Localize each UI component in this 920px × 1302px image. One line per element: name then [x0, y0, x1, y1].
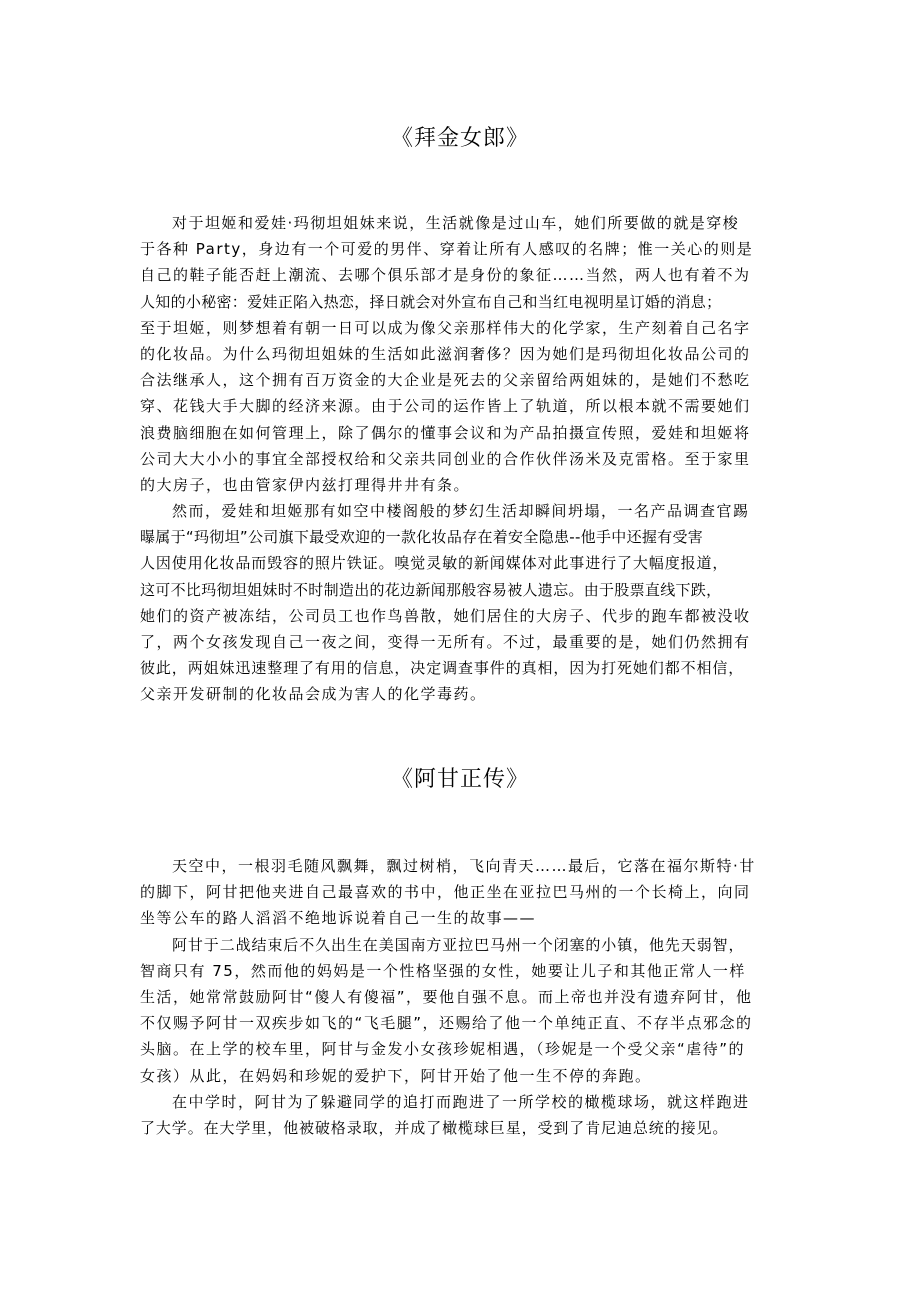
text-line: 智商只有 75，然而他的妈妈是一个性格坚强的女性，她要让儿子和其他正常人一样 [140, 961, 746, 980]
text-line: 女孩）从此，在妈妈和珍妮的爱护下，阿甘开始了他一生不停的奔跑。 [140, 1066, 652, 1085]
text-line: 公司大大小小的事宜全部授权给和父亲共同创业的合作伙伴汤米及克雷格。至于家里 [140, 449, 751, 468]
text-line: 这可不比玛彻坦姐妹时不时制造出的花边新闻那般容易被人遗忘。由于股票直线下跌， [140, 580, 722, 599]
section-body [140, 853, 788, 1141]
text-line: 穿、花钱大手大脚的经济来源。由于公司的运作皆上了轨道，所以根本就不需要她们 [140, 397, 751, 416]
text-line: 她们的资产被冻结，公司员工也作鸟兽散，她们居住的大房子、代步的跑车都被没收 [140, 606, 751, 625]
text-line: 的化妆品。为什么玛彻坦姐妹的生活如此滋润奢侈？因为她们是玛彻坦化妆品公司的 [140, 344, 751, 363]
text-line: 了，两个女孩发现自己一夜之间，变得一无所有。不过，最重要的是，她们仍然拥有 [140, 633, 751, 651]
text-line: 然而，爱娃和坦姬那有如空中楼阁般的梦幻生活却瞬间坍塌，一名产品调查官踢 [172, 502, 750, 521]
text-line: 曝属于“玛彻坦”公司旗下最受欢迎的一款化妆品存在着安全隐患--他手中还握有受害 [140, 528, 704, 547]
text-line: 于各种 Party，身边有一个可爱的男伴、穿着让所有人感叹的名牌；惟一关心的则是 [140, 240, 754, 259]
text-line: 对于坦姬和爱娃·玛彻坦姐妹来说，生活就像是过山车，她们所要做的就是穿梭 [172, 214, 740, 232]
section-body [140, 210, 788, 708]
text-line: 阿甘于二战结束后不久出生在美国南方亚拉巴马州一个闭塞的小镇，他先天弱智， [172, 935, 745, 954]
text-line: 父亲开发研制的化妆品会成为害人的化学毒药。 [140, 685, 487, 704]
text-line: 浪费脑细胞在如何管理上，除了偶尔的懂事会议和为产品拍摄宣传照，爱娃和坦姬将 [140, 423, 751, 442]
text-line: 天空中，一根羽毛随风飘舞，飘过树梢，飞向青天……最后，它落在福尔斯特·甘 [172, 857, 756, 875]
text-line: 在中学时，阿甘为了躲避同学的追打而跑进了一所学校的橄榄球场，就这样跑进 [172, 1092, 750, 1111]
section-title: 《拜金女郎》 [390, 126, 529, 151]
text-line: 自己的鞋子能否赶上潮流、去哪个俱乐部才是身份的象征……当然，两人也有着不为 [140, 266, 751, 285]
text-line: 不仅赐予阿甘一双疾步如飞的“飞毛腿”，还赐给了他一个单纯正直、不存半点邪念的 [140, 1014, 753, 1033]
text-line: 了大学。在大学里，他被破格录取，并成了橄榄球巨星，受到了肯尼迪总统的接见。 [140, 1118, 729, 1137]
text-line: 生活，她常常鼓励阿甘“傻人有傻福”，要他自强不息。而上帝也并没有遗弃阿甘，他 [140, 987, 753, 1006]
section-title: 《阿甘正传》 [390, 767, 529, 792]
text-line: 坐等公车的路人滔滔不绝地诉说着自己一生的故事—— [140, 909, 537, 928]
text-line: 合法继承人，这个拥有百万资金的大企业是死去的父亲留给两姐妹的，是她们不愁吃 [140, 371, 751, 390]
text-line: 的脚下，阿甘把他夹进自己最喜欢的书中，他正坐在亚拉巴马州的一个长椅上，向同 [140, 883, 751, 902]
text-line: 头脑。在上学的校车里，阿甘与金发小女孩珍妮相遇，（珍妮是一个受父亲“虐待”的 [140, 1040, 746, 1059]
text-line: 至于坦姬，则梦想着有朝一日可以成为像父亲那样伟大的化学家，生产刻着自己名字 [140, 318, 751, 337]
text-line: 的大房子，也由管家伊内兹打理得井井有条。 [140, 475, 471, 494]
text-line: 彼此，两姐妹迅速整理了有用的信息，决定调查事件的真相，因为打死她们都不相信， [140, 659, 745, 678]
text-line: 人因使用化妆品而毁容的照片铁证。嗅觉灵敏的新闻媒体对此事进行了大幅度报道， [140, 554, 729, 573]
text-line: 人知的小秘密：爱娃正陷入热恋，择日就会对外宣布自己和当红电视明星订婚的消息； [140, 292, 722, 311]
